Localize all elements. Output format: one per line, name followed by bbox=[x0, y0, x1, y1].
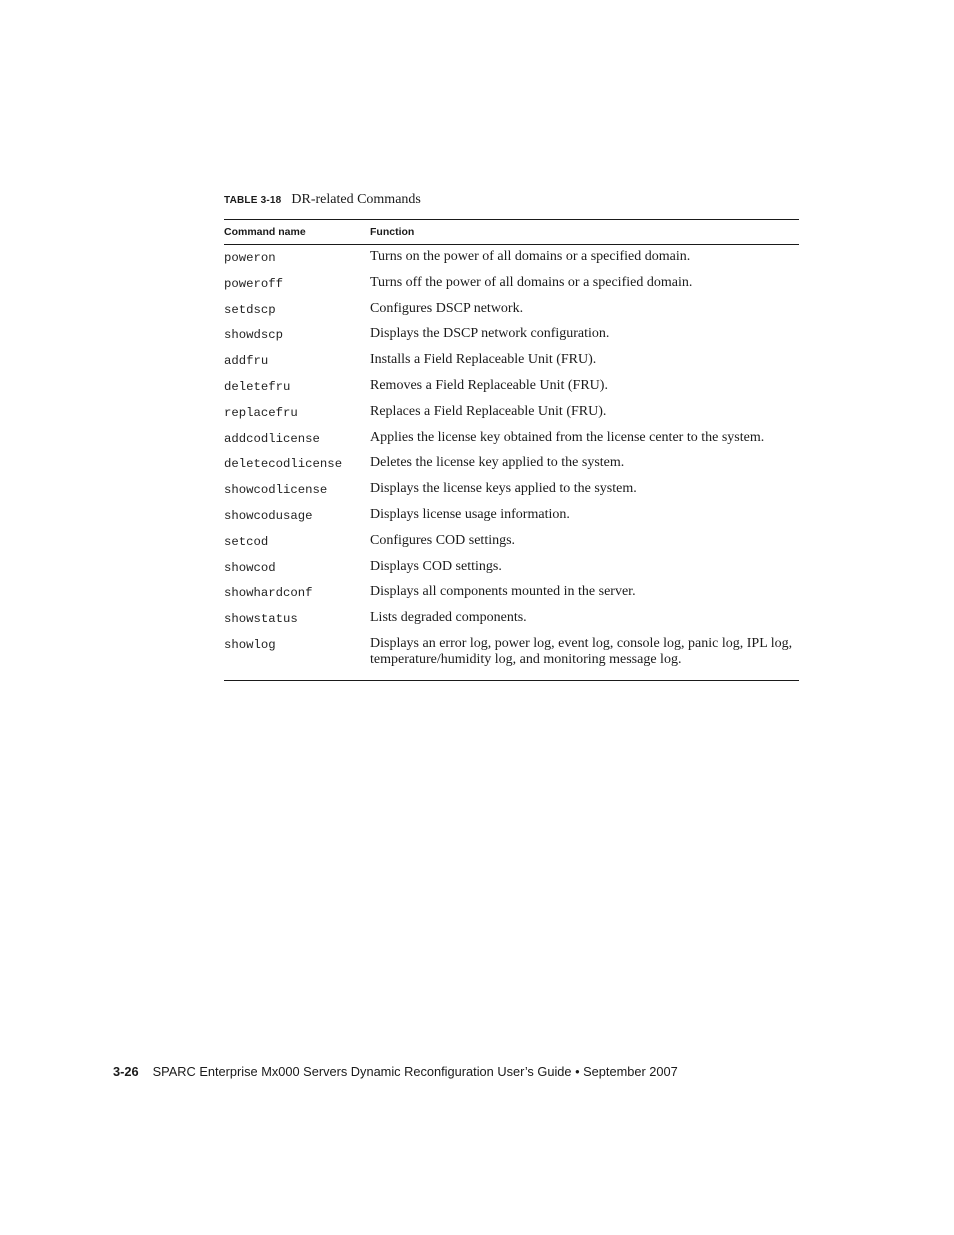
command-name: deletecodlicense bbox=[224, 457, 343, 472]
table-row bbox=[224, 430, 799, 456]
command-name: showhardconf bbox=[224, 586, 313, 601]
table-row bbox=[224, 455, 799, 481]
command-name: addcodlicense bbox=[224, 431, 320, 446]
table-header bbox=[224, 220, 799, 245]
command-name: showlog bbox=[224, 637, 276, 652]
table-row bbox=[224, 584, 799, 610]
command-name: poweroff bbox=[224, 276, 284, 291]
table-row bbox=[224, 378, 799, 404]
commands-table bbox=[224, 219, 799, 681]
command-function: Displays license usage information. bbox=[370, 506, 570, 522]
command-function: Displays an error log, power log, event log, console log, panic log, IPL log, temperature/humidity log, and monitoring message log. bbox=[370, 635, 793, 668]
command-function: Displays the DSCP network configuration. bbox=[370, 326, 610, 342]
table-row bbox=[224, 507, 799, 533]
table-title: DR-related Commands bbox=[291, 192, 421, 207]
command-name: replacefru bbox=[224, 405, 298, 420]
header-function: Function bbox=[370, 226, 415, 238]
command-function: Configures DSCP network. bbox=[370, 300, 524, 316]
footer-text: SPARC Enterprise Mx000 Servers Dynamic Reconfiguration User’s Guide • September 2007 bbox=[152, 1064, 678, 1079]
command-name: showcodusage bbox=[224, 508, 313, 523]
table-row bbox=[224, 326, 799, 352]
table-row bbox=[224, 275, 799, 301]
command-name: showcodlicense bbox=[224, 483, 328, 498]
command-name: setdscp bbox=[224, 302, 276, 317]
command-function: Replaces a Field Replaceable Unit (FRU). bbox=[370, 403, 607, 419]
table-body bbox=[224, 245, 799, 680]
command-name: setcod bbox=[224, 534, 269, 549]
table-row bbox=[224, 610, 799, 636]
command-name: addfru bbox=[224, 354, 269, 369]
command-function: Lists degraded components. bbox=[370, 610, 527, 626]
table-caption bbox=[224, 191, 421, 210]
command-name: showdscp bbox=[224, 328, 284, 343]
command-name: deletefru bbox=[224, 379, 291, 394]
page-number: 3-26 bbox=[113, 1064, 139, 1079]
command-function: Applies the license key obtained from the license center to the system. bbox=[370, 429, 765, 445]
command-function: Configures COD settings. bbox=[370, 532, 516, 548]
table-row bbox=[224, 301, 799, 327]
table-row bbox=[224, 404, 799, 430]
table-row bbox=[224, 533, 799, 559]
command-name: showstatus bbox=[224, 612, 298, 627]
table-row bbox=[224, 249, 799, 275]
command-function: Displays all components mounted in the server. bbox=[370, 584, 636, 600]
table-row bbox=[224, 559, 799, 585]
command-function: Deletes the license key applied to the system. bbox=[370, 455, 625, 471]
command-name: showcod bbox=[224, 560, 276, 575]
table-number: TABLE 3-18 bbox=[224, 195, 282, 206]
command-function: Displays the license keys applied to the system. bbox=[370, 481, 637, 497]
table-row bbox=[224, 636, 799, 679]
page-footer bbox=[113, 1063, 678, 1080]
command-function: Displays COD settings. bbox=[370, 558, 502, 574]
table-row bbox=[224, 481, 799, 507]
command-function: Removes a Field Replaceable Unit (FRU). bbox=[370, 377, 608, 393]
command-name: poweron bbox=[224, 251, 276, 265]
header-command-name: Command name bbox=[224, 226, 306, 238]
command-function: Installs a Field Replaceable Unit (FRU). bbox=[370, 352, 597, 368]
command-function: Turns off the power of all domains or a specified domain. bbox=[370, 274, 693, 290]
table-row bbox=[224, 352, 799, 378]
command-function: Turns on the power of all domains or a specified domain. bbox=[370, 249, 691, 264]
